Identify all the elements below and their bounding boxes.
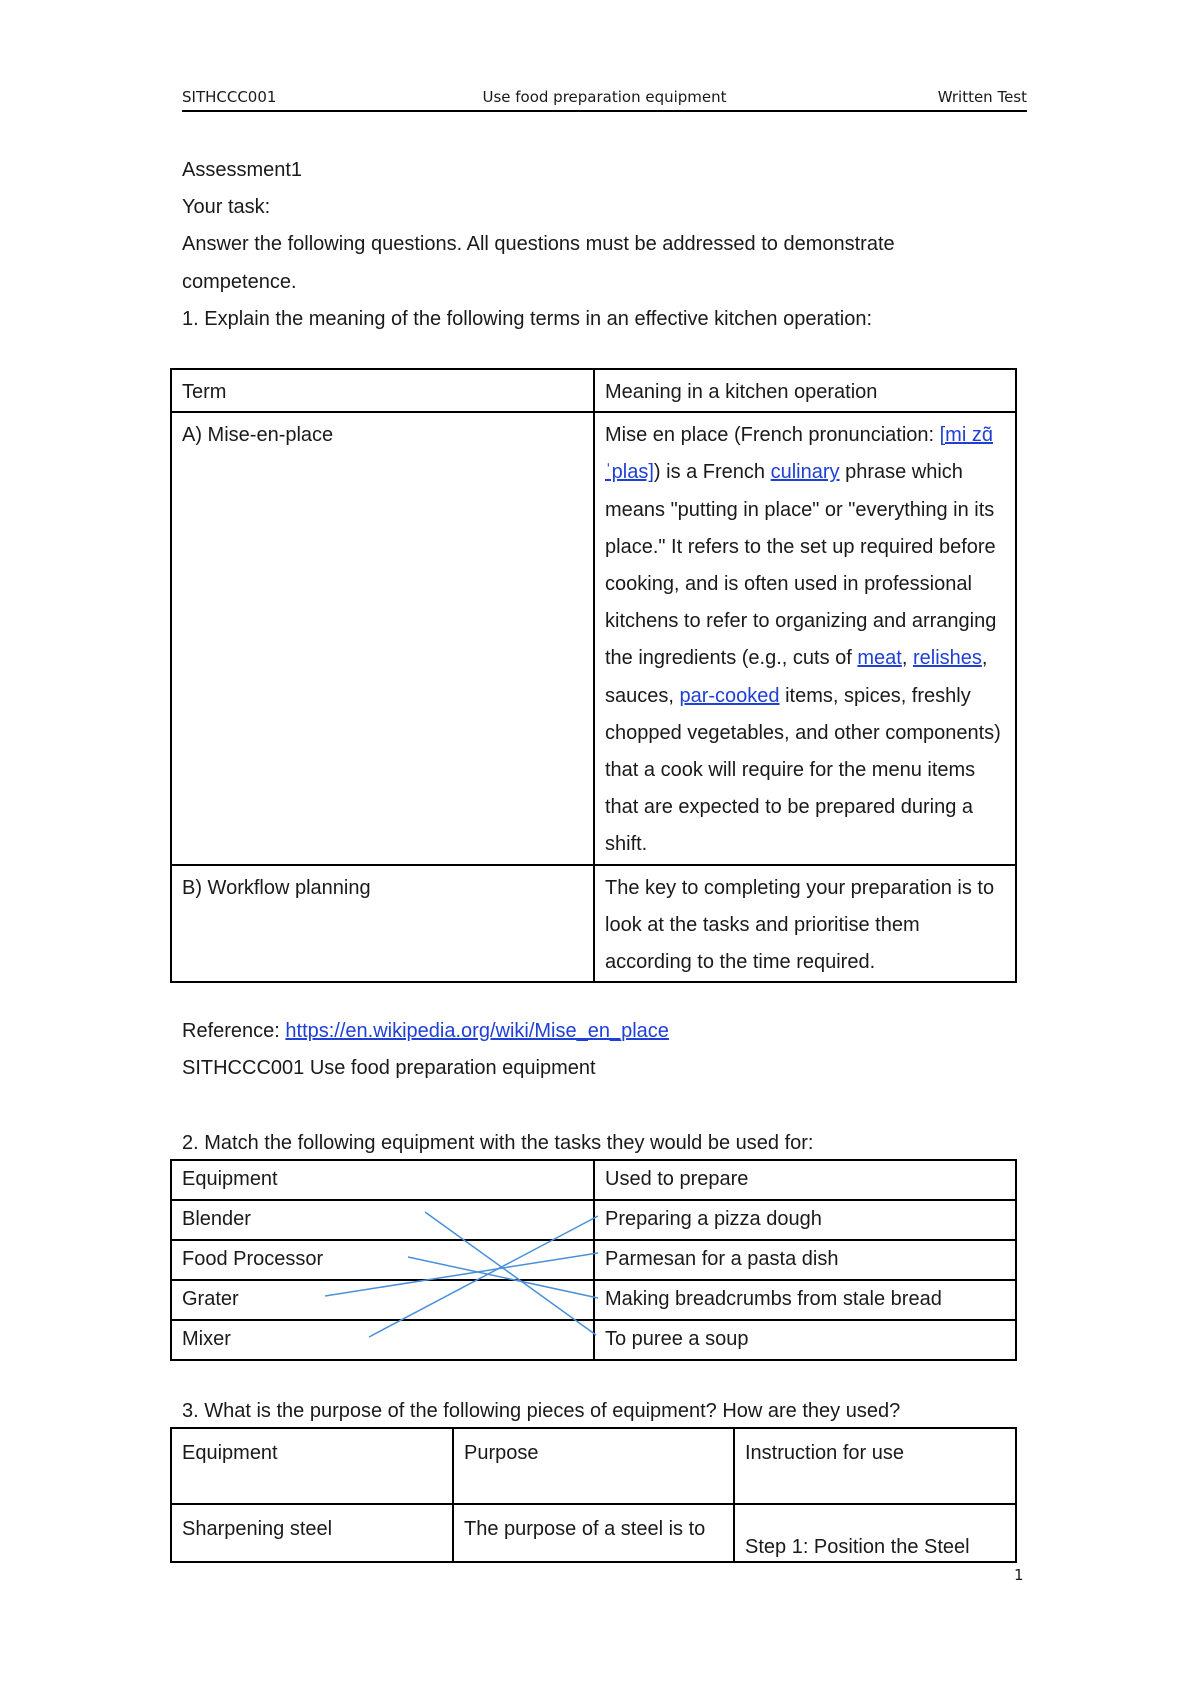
instruction-line-2: competence. bbox=[182, 271, 297, 293]
relishes-link[interactable]: relishes bbox=[912, 647, 982, 670]
term-workflow-planning: B) Workflow planning bbox=[171, 865, 594, 983]
table-row bbox=[171, 1160, 1016, 1200]
table-row bbox=[171, 1428, 1016, 1504]
header-equipment: Equipment bbox=[171, 1160, 594, 1200]
header-used-to-prepare: Used to prepare bbox=[594, 1160, 1016, 1200]
reference-line bbox=[182, 1017, 669, 1045]
match-table bbox=[170, 1159, 1017, 1361]
equipment-cell: Blender bbox=[171, 1200, 594, 1240]
table-row bbox=[171, 1240, 1016, 1280]
table-row bbox=[171, 1320, 1016, 1360]
header-equipment: Equipment bbox=[171, 1428, 453, 1504]
table-row bbox=[171, 1280, 1016, 1320]
header-meaning: Meaning in a kitchen operation bbox=[594, 369, 1016, 412]
header-test-type: Written Test bbox=[937, 88, 1027, 106]
purpose-sharpening-steel: The purpose of a steel is to bbox=[453, 1504, 734, 1562]
meaning-text: phrase which means "putting in place" or "everything in its place." It refers to the set up required before cooking, and is often used in professional kitchens to refer to organizing and arranging the ingredients (e.g., cuts of bbox=[605, 461, 997, 670]
page-number: 1 bbox=[1014, 1566, 1024, 1584]
page-header bbox=[182, 86, 1027, 112]
task-cell: Preparing a pizza dough bbox=[594, 1200, 1016, 1240]
assessment-title: Assessment1 bbox=[182, 159, 303, 181]
question-3: 3. What is the purpose of the following pieces of equipment? How are they used? bbox=[182, 1400, 901, 1422]
terms-table bbox=[170, 368, 1017, 983]
equipment-sharpening-steel: Sharpening steel bbox=[171, 1504, 453, 1562]
unit-line: SITHCCC001 Use food preparation equipment bbox=[182, 1057, 596, 1079]
task-cell: Parmesan for a pasta dish bbox=[594, 1240, 1016, 1280]
equipment-cell: Mixer bbox=[171, 1320, 594, 1360]
term-mise-en-place: A) Mise-en-place bbox=[171, 412, 594, 864]
header-instruction: Instruction for use bbox=[734, 1428, 1016, 1504]
table-row bbox=[171, 1200, 1016, 1240]
meaning-text: ) is a French bbox=[653, 461, 771, 484]
task-label: Your task: bbox=[182, 196, 271, 218]
meaning-text: , bbox=[901, 647, 913, 670]
equipment-cell: Food Processor bbox=[171, 1240, 594, 1280]
task-cell: To puree a soup bbox=[594, 1320, 1016, 1360]
header-unit-code: SITHCCC001 bbox=[182, 88, 277, 106]
instruction-sharpening-steel bbox=[734, 1504, 1016, 1562]
meat-link[interactable]: meat bbox=[857, 647, 902, 670]
meaning-text: , sauces, bbox=[605, 647, 988, 707]
meaning-text: Mise en place (French pronunciation: bbox=[605, 424, 940, 447]
table-row bbox=[171, 412, 1016, 864]
question-2: 2. Match the following equipment with the tasks they would be used for: bbox=[182, 1132, 814, 1154]
meaning-mise-en-place bbox=[594, 412, 1016, 864]
instruction-text: Step 1: Position the Steel bbox=[745, 1536, 970, 1558]
reference-link[interactable]: https://en.wikipedia.org/wiki/Mise_en_place bbox=[285, 1020, 669, 1042]
reference-label: Reference: bbox=[182, 1020, 286, 1042]
question-1: 1. Explain the meaning of the following terms in an effective kitchen operation: bbox=[182, 308, 873, 330]
table-row bbox=[171, 369, 1016, 412]
pronunciation-link[interactable]: [mi zɑ̃ ˈplas] bbox=[605, 424, 993, 484]
task-cell: Making breadcrumbs from stale bread bbox=[594, 1280, 1016, 1320]
equipment-cell: Grater bbox=[171, 1280, 594, 1320]
meaning-text: items, spices, freshly chopped vegetables, and other components) that a cook will require for the menu items that are expected to be prepared during a shift. bbox=[605, 684, 1001, 856]
purpose-table bbox=[170, 1427, 1017, 1563]
table-row bbox=[171, 1504, 1016, 1562]
instruction-line-1: Answer the following questions. All questions must be addressed to demonstrate bbox=[182, 233, 895, 255]
header-title: Use food preparation equipment bbox=[482, 88, 727, 106]
header-term: Term bbox=[171, 369, 594, 412]
header-purpose: Purpose bbox=[453, 1428, 734, 1504]
culinary-link[interactable]: culinary bbox=[770, 461, 840, 484]
meaning-workflow-planning: The key to completing your preparation is to look at the tasks and prioritise them according to the time required. bbox=[594, 865, 1016, 983]
par-cooked-link[interactable]: par-cooked bbox=[679, 684, 780, 707]
table-row bbox=[171, 865, 1016, 983]
